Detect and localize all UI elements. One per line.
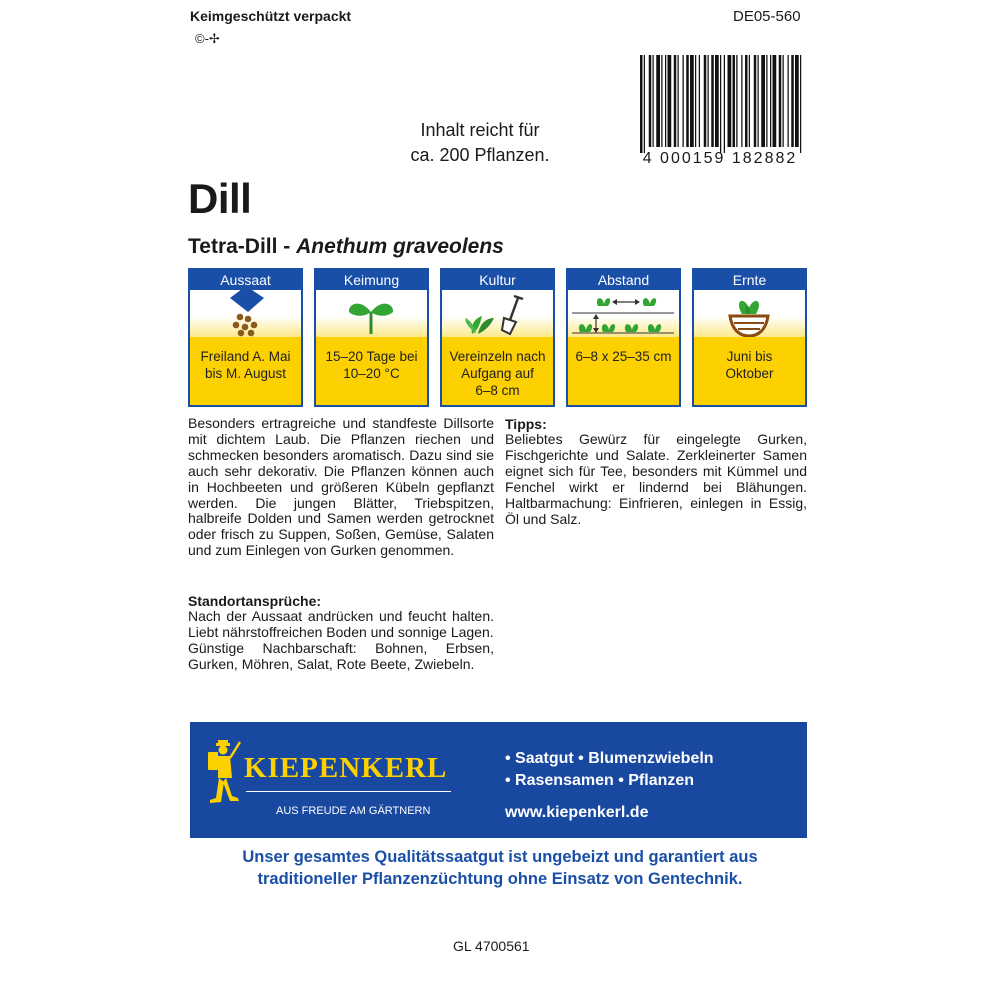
barcode-bar (683, 55, 684, 147)
barcode-bar (749, 55, 750, 147)
barcode-bar (715, 55, 719, 147)
barcode-bar (766, 55, 767, 147)
seed-packet-icon (190, 290, 301, 337)
card-kultur-label: Kultur (442, 270, 553, 290)
card-aussaat-label: Aussaat (190, 270, 301, 290)
card-keimung-label: Keimung (316, 270, 427, 290)
site-text: Nach der Aussaat andrücken und feucht halten. Liebt nährstoffreichen Boden und sonnige Lagen. (188, 608, 494, 640)
card-aussaat (188, 268, 303, 407)
barcode-bar (770, 55, 771, 147)
harvest-bowl-icon (694, 290, 805, 337)
barcode-bar (704, 55, 707, 147)
barcode-bar (795, 55, 799, 147)
barcode-bar (711, 55, 714, 147)
card-ernte-line2: Oktober (725, 366, 774, 381)
card-keimung (314, 268, 429, 407)
quality-note-line2: traditioneller Pflanzenzüchtung ohne Einsatz von Gentechnik. (257, 870, 743, 888)
brand-bullet: • Rasensamen • Pflanzen (505, 772, 695, 789)
barcode-bar (758, 55, 759, 147)
card-ernte-text (696, 348, 803, 382)
brand-url: www.kiepenkerl.de (505, 804, 649, 821)
brand-slogan: AUS FREUDE AM GÄRTNERN (276, 805, 431, 817)
barcode-bar (773, 55, 777, 147)
card-abstand (566, 268, 681, 407)
sprout-icon (316, 290, 427, 337)
card-abstand-label: Abstand (568, 270, 679, 290)
barcode-bar (668, 55, 672, 147)
product-subtitle (188, 235, 504, 259)
subtitle-separator: - (277, 235, 297, 258)
card-keimung-line2: 10–20 °C (343, 366, 400, 381)
brand-bullet: • Saatgut • Blumenzwiebeln (505, 750, 714, 767)
site-requirements (188, 609, 494, 673)
barcode-bar (640, 55, 643, 153)
shovel-plant-icon (442, 290, 553, 337)
barcode-bar (733, 55, 736, 147)
card-keimung-text (318, 348, 425, 382)
content-note-line1: Inhalt reicht für (420, 120, 540, 140)
barcode-bar (728, 55, 732, 147)
card-kultur-line3: 6–8 cm (475, 383, 520, 398)
site-heading: Standortansprüche: (188, 593, 322, 609)
card-keimung-line1: 15–20 Tage bei (325, 349, 418, 364)
barcode-bar (754, 55, 757, 147)
barcode-bar (724, 55, 725, 153)
barcode-bar (708, 55, 709, 147)
content-note (372, 118, 588, 168)
card-abstand-line1: 6–8 x 25–35 cm (575, 349, 672, 364)
card-aussaat-line1: Freiland A. Mai (200, 349, 291, 364)
card-kultur-line2: Aufgang auf (461, 366, 534, 381)
barcode-bar (800, 55, 801, 153)
quality-note-line1: Unser gesamtes Qualitätssaatgut ist ungebeizt und garantiert aus (242, 848, 758, 866)
spacing-icon (568, 290, 679, 337)
barcode-bar (779, 55, 782, 147)
card-kultur-line1: Vereinzeln nach (449, 349, 546, 364)
barcode-bar (791, 55, 794, 147)
barcode-bar (783, 55, 784, 147)
barcode-bar (690, 55, 694, 147)
copyright-mark: ©-✢ (195, 31, 220, 46)
barcode-bar (649, 55, 652, 147)
card-ernte-label: Ernte (694, 270, 805, 290)
barcode-bar (745, 55, 748, 147)
card-ernte (692, 268, 807, 407)
lot-number: GL 4700561 (453, 938, 530, 954)
card-abstand-text (570, 348, 677, 365)
barcode-image (638, 55, 805, 153)
barcode-bar (788, 55, 789, 147)
card-kultur-text (444, 348, 551, 399)
barcode-bar (661, 55, 662, 147)
card-ernte-line1: Juni bis (726, 349, 773, 364)
site-neighbors: Günstige Nachbarschaft: Bohnen, Erbsen, Gurken, Möhren, Salat, Rote Beete, Zwiebeln. (188, 639, 494, 672)
logo-divider (246, 791, 451, 792)
barcode-bar (761, 55, 765, 147)
quality-note (180, 846, 820, 890)
brand-bullets (505, 748, 714, 792)
tips-heading: Tipps: (505, 416, 547, 432)
brand-logo: KIEPENKERL (244, 752, 448, 784)
barcode-number: 4 000159 182882 (642, 150, 798, 167)
kiepenkerl-figure-icon (204, 738, 244, 806)
card-aussaat-text (192, 348, 299, 382)
barcode-bar (736, 55, 737, 147)
product-code: DE05-560 (733, 8, 801, 25)
description-text: Besonders ertragreiche und standfeste Dillsorte mit dichtem Laub. Die Pflanzen riechen und schmecken besonders aromatisch. Dazu sind sie auch sehr dekorativ. Die Pflanzen können auch in Hochbeeten und größeren Kübeln gepflanzt werden. Die jungen Blätter, Triebspitzen, halbreife Dolden und Samen werden getrocknet oder frisch zu Suppen, Soßen, Gemüse, Salaten und zum Einlegen von Gurken genommen. (188, 415, 494, 559)
barcode-bar (720, 55, 721, 153)
barcode-bar (674, 55, 677, 147)
card-kultur (440, 268, 555, 407)
brand-banner (190, 722, 807, 838)
barcode-bar (699, 55, 700, 147)
barcode-bar (665, 55, 666, 147)
barcode-bar (695, 55, 696, 147)
barcode-bar (741, 55, 742, 147)
barcode-bar (678, 55, 679, 147)
packaging-note: Keimgeschützt verpackt (190, 8, 352, 24)
barcode-bar (653, 55, 654, 147)
content-note-line2: ca. 200 Pflanzen. (410, 145, 550, 165)
product-title: Dill (188, 175, 252, 222)
card-aussaat-line2: bis M. August (204, 366, 287, 381)
botanical-name: Anethum graveolens (296, 235, 504, 258)
tips-text: Beliebtes Gewürz für eingelegte Gurken, Fischgerichte und Salate. Zerkleinerter Samen eignet sich für Tee, besonders mit Kümmel und Fenchel wirkt er lindernd bei Blähungen. Haltbarmachung: Einfrieren, einlegen in Essig, Öl und Salz. (505, 431, 807, 527)
barcode-bar (656, 55, 660, 147)
variety-name: Tetra-Dill (188, 235, 278, 258)
barcode-bar (644, 55, 645, 153)
barcode-bar (686, 55, 689, 147)
